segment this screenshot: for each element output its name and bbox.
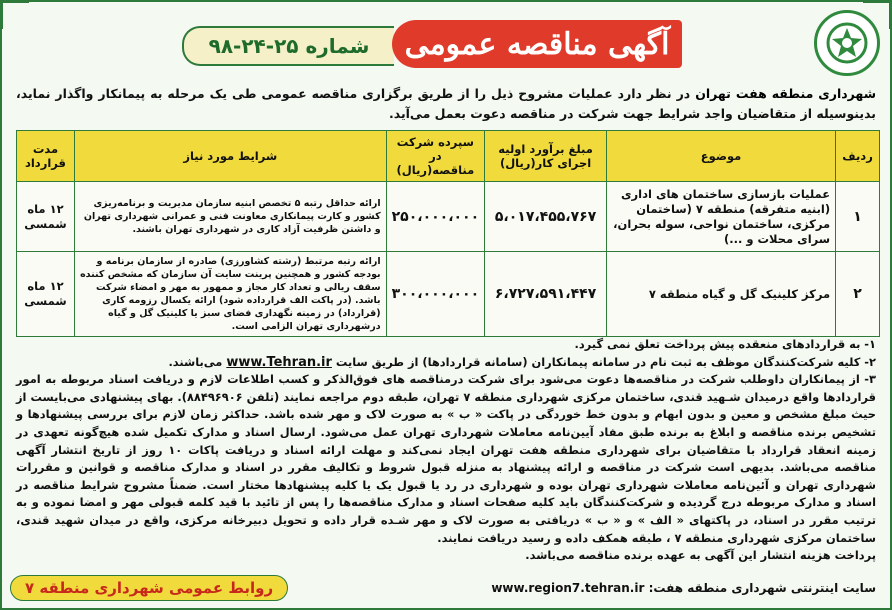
table-header-row [17,131,880,182]
intro-organization: شهرداری منطقه هفت تهران [695,86,876,101]
row-number: ۱ [836,182,880,252]
col-subject-header: موضوع [606,131,835,182]
condition-4: پرداخت هزینه انتشار این آگهی به عهده برنده مناقصه می‌باشد. [525,548,876,563]
footer-website [491,581,882,595]
footer [10,574,882,602]
table-row [17,252,880,337]
row-number: ۲ [836,252,880,337]
municipality-emblem-icon [824,20,870,66]
ad-title: آگهی مناقصه عمومی [404,26,670,62]
tender-table [16,130,880,337]
tehran-municipality-logo [814,10,880,76]
condition-1: ۱- به قراردادهای منعقده پیش پرداخت تعلق نمی گیرد. [574,337,876,351]
row-requirements: ارائه حداقل رتبه ۵ تخصص ابنیه سازمان مدیریت و برنامه‌ریزی کشور و کارت پیمانکاری معاونت فنی و عمرانی شهرداری تهران و داشتن ظرفیت آزاد کاری در شهرداری تهران باشند. [74,182,386,252]
condition-2-text: ۲- کلیه شرکت‌کنندگان موظف به ثبت نام در سامانه پیمانکاران (سامانه قراردادها) از طریق سایت [331,354,876,369]
row-duration: ۱۲ ماه شمسی [17,182,75,252]
col-deposit-header: سپرده شرکت در مناقصه(ریال) [386,131,485,182]
row-estimate: ۵،۰۱۷،۴۵۵،۷۶۷ [485,182,607,252]
row-estimate: ۶،۷۲۷،۵۹۱،۴۴۷ [485,252,607,337]
intro-text: در نظر دارد عملیات مشروح ذیل را از طریق برگزاری مناقصه عمومی طی یک مرحله به پیمانکار واگذار نماید، بدینوسیله از متقاضیان واجد شرایط جهت شرکت در مناقصه دعوت بعمل می‌آید. [16,86,876,121]
table-row [17,182,880,252]
row-subject: مرکز کلینیک گل و گیاه منطقه ۷ [606,252,835,337]
col-duration-header: مدت قرارداد [17,131,75,182]
col-estimate-header: مبلغ برآورد اولیه اجرای کار(ریال) [485,131,607,182]
public-relations-label: روابط عمومی شهرداری منطقه ۷ [10,575,288,601]
row-deposit: ۳۰۰،۰۰۰،۰۰۰ [386,252,485,337]
title-box [392,20,682,68]
conditions-section [16,336,876,565]
region7-site-link[interactable]: www.region7.tehran.ir [491,581,645,595]
tehran-site-link[interactable]: www.Tehran.ir [226,354,332,370]
condition-2 [16,354,876,372]
intro-paragraph [16,84,876,124]
row-duration: ۱۲ ماه شمسی [17,252,75,337]
col-row-header: ردیف [836,131,880,182]
row-deposit: ۲۵۰،۰۰۰،۰۰۰ [386,182,485,252]
row-requirements: ارائه رتبه مرتبط (رشته کشاورزی) صادره از سازمان برنامه و بودجه کشور و همچنین پرینت سایت آن سازمان که مشخص کننده سقف ریالی و تعداد کار مجاز و ممهور به مهر و امضاء شرکت باشد. (در پاکت الف قرارداده شود) ارائه یکسال رزومه کاری (قرارداد) در زمینه نگهداری فضای سبز یا کلینیک گل و گیاه درشهرداری تهران الزامی است. [74,252,386,337]
frame-corner [0,0,29,29]
tender-number: شماره ۲۵-۲۴-۹۸ [208,34,370,58]
title-banner [182,20,682,68]
condition-3: ۳- از پیمانکاران داوطلب شرکت در مناقصه‌ها دعوت می‌شود برای شرکت درمناقصه های فوق‌الذکر و کسب اطلاعات لازم و دریافت اسناد مربوطه به امور قراردادها واقع درمیدان شـهید قندی، ساختمان مرکزی شهرداری منطقه ۷ تهران، طبقه دوم مراجعه نمایند (تلفن ۸۸۴۹۶۹۰۶). بهای پیشنهادی می‌بایست از حیث مبلغ مشخص و معین و بدون ابهام و بدون خط خوردگی در پاکت « ب » به صورت لاک و مهر شده باشد. حداکثر زمان لازم برای بررسی پیشنهادها و تشخیص برنده مناقصه و ابلاغ به برنده طبق مفاد آیین‌نامه معاملات شهرداری تهران عمل می‌شود. ارسال اسناد و مدارک تکمیل شده هیچ‌گونه تعهدی در زمینه انعقاد قرارداد با متقاضیان برای شهرداری منطقه هفت تهران ایجاد نمی‌کند و مهلت ارائه اسناد و دریافت پاکات ۱۰ روز از تاریخ انتشار آگهی مناقصه می‌باشد. بدیهی است شرکت در مناقصه و ارائه پیشنهاد به منزله قبول شروط و تکالیف مقرر در اسناد و مدارک مناقصه و قوانین و مقررات شهرداری تهران و آئین‌نامه معاملات شهرداری تهران بوده و شهرداری در رد یا قبول یک یا کلیه پیشنهادها مختار است. ضمناً مشروح شرایط مناقصه در اسناد و مدارک مربوطه درج گردیده و شرکت‌کنندگان باید کلیه صفحات اسناد و مدارک مناقصه‌ها را پس از تائید با قید کلمه قبولی مهر و امضا نموده و به ترتیب مقرر در اسناد، در پاکتهای « الف » و « ب » دریافتی به صورت لاک و مهر شـده قرار داده و تحویل دبیرخانه مرکزی، واقع در میدان شهید قندی، ساختمان مرکزی شهرداری منطقه ۷ ، طبقه همکف داده و رسید دریافت نمایند. [16,372,876,545]
row-subject: عملیات بازسازی ساختمان های اداری (ابنیه متفرقه) منطقه ۷ (ساختمان مرکزی، ساختمان نواحی، سوله بحران، سرای محلات و ...) [606,182,835,252]
condition-2-end: می‌باشند. [168,354,227,369]
footer-site-label: سایت اینترنتی شهرداری منطقه هفت: [644,581,876,595]
col-requirements-header: شرایط مورد نیاز [74,131,386,182]
tender-number-box [182,26,394,66]
